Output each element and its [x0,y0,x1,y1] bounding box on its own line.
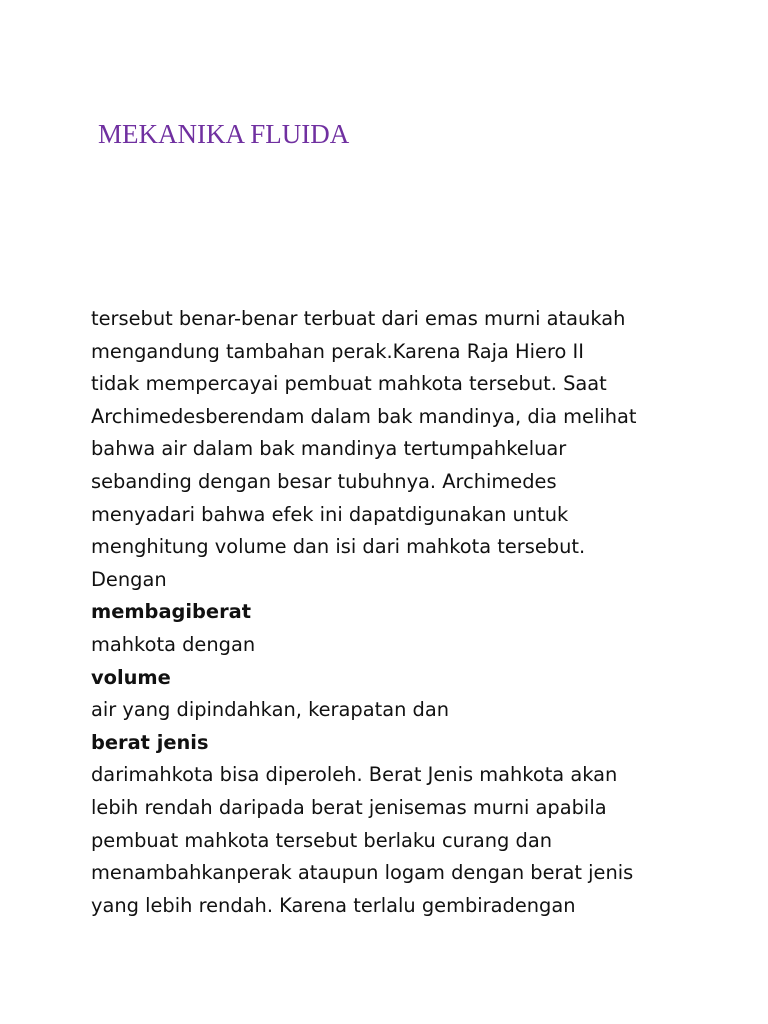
body-line: yang lebih rendah. Karena terlalu gembiradengan [91,893,576,917]
body-line: mahkota dengan [91,632,256,656]
bold-term: volume [91,665,171,689]
body-line: menyadari bahwa efek ini dapatdigunakan untuk [91,502,569,526]
body-line: tidak mempercayai pembuat mahkota tersebut. Saat [91,372,607,396]
bold-term: membagiberat [91,600,252,624]
document-title: MEKANIKA FLUIDA [98,119,350,149]
body-line: mengandung tambahan perak.Karena Raja Hiero II [91,339,584,363]
body-line: menghitung volume dan isi dari mahkota tersebut. [91,535,586,559]
bold-term: berat jenis [91,730,209,754]
body-line: lebih rendah daripada berat jenisemas murni apabila [91,795,607,819]
body-line: sebanding dengan besar tubuhnya. Archimedes [91,469,557,493]
body-line: Dengan [91,567,167,591]
body-line: tersebut benar-benar terbuat dari emas murni ataukah [91,307,626,330]
body-line: Archimedesberendam dalam bak mandinya, dia melihat [91,404,637,428]
document-body [91,303,711,922]
body-line: pembuat mahkota tersebut berlaku curang dan [91,828,553,852]
body-line: bahwa air dalam bak mandinya tertumpahkeluar [91,437,567,461]
body-line: menambahkanperak ataupun logam dengan berat jenis [91,861,634,885]
body-line: darimahkota bisa diperoleh. Berat Jenis mahkota akan [91,763,618,787]
body-line: air yang dipindahkan, kerapatan dan [91,698,450,722]
